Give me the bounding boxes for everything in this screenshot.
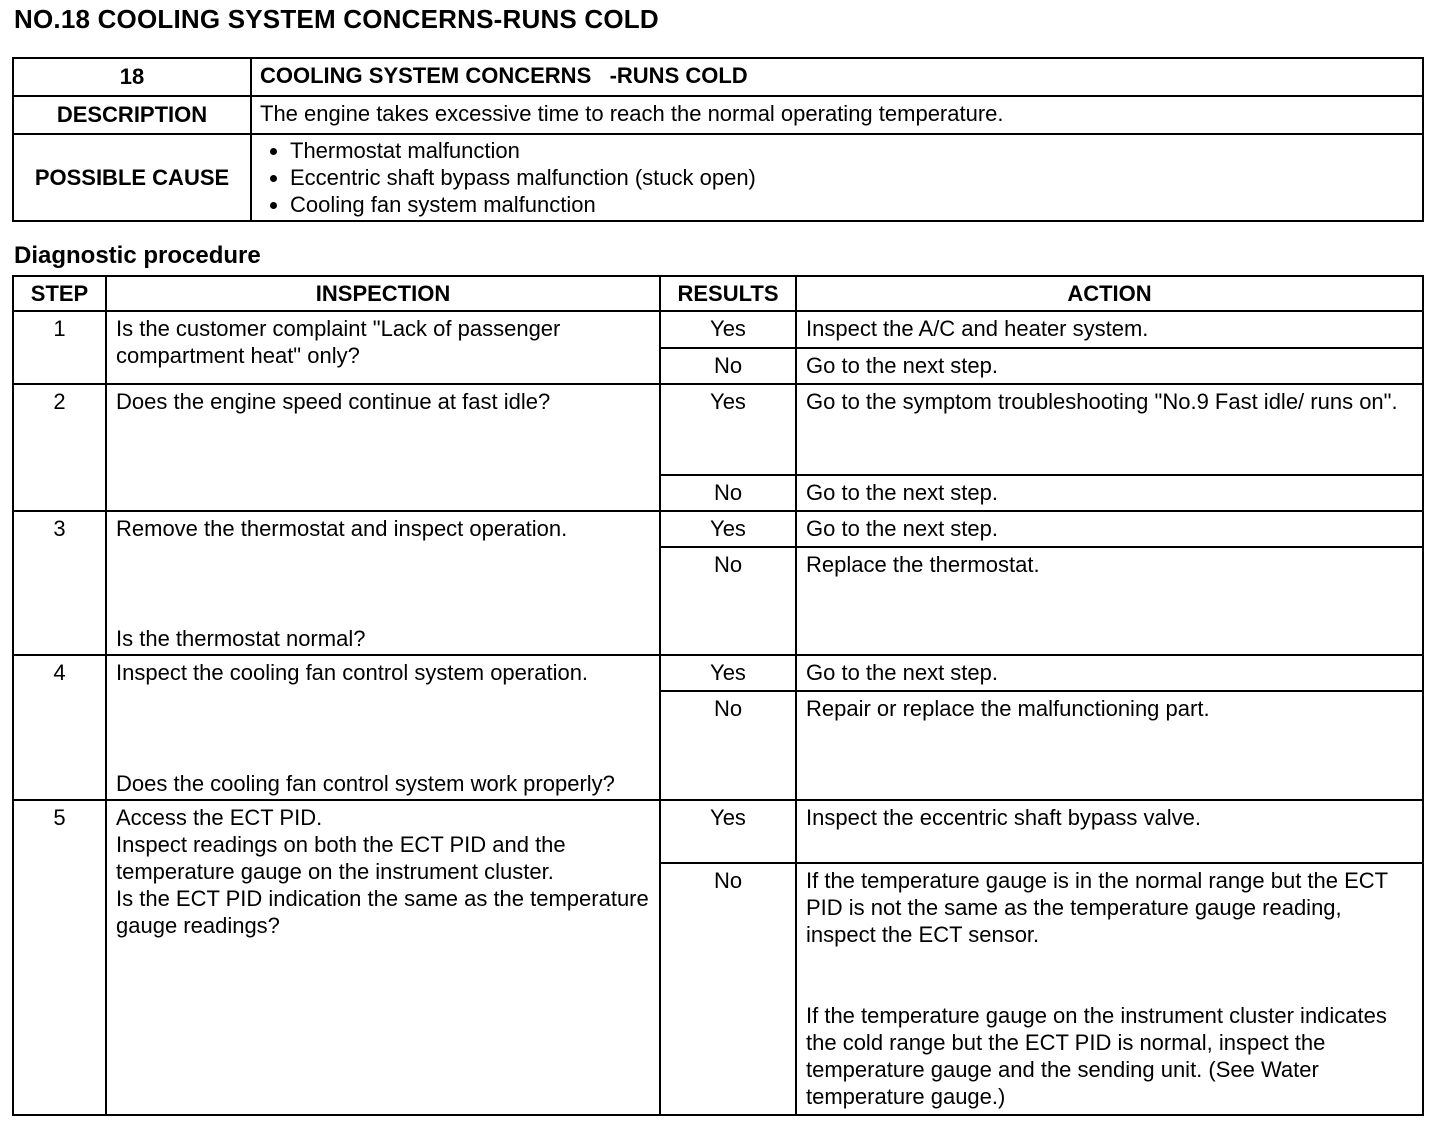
step-inspection: Is the customer complaint "Lack of passenger compartment heat" only? — [106, 311, 660, 384]
diagnostic-procedure-table — [12, 275, 1424, 1116]
action-no: Go to the next step. — [796, 475, 1423, 511]
step-inspection-cell — [106, 800, 660, 1115]
step-inspection: Does the engine speed continue at fast idle? — [106, 384, 660, 511]
action-yes: Go to the next step. — [796, 655, 1423, 691]
cause-item: • Cooling fan system malfunction — [290, 191, 1414, 218]
action-no: Go to the next step. — [796, 348, 1423, 384]
step-question: Is the thermostat normal? — [116, 626, 366, 651]
step-3-yes-row — [13, 511, 1423, 547]
step-question: Does the cooling fan control system work properly? — [116, 771, 615, 796]
symptom-heading: COOLING SYSTEM CONCERNS -RUNS COLD — [251, 58, 1423, 96]
step-number: 1 — [13, 311, 106, 384]
column-header-inspection: INSPECTION — [106, 276, 660, 311]
step-number: 3 — [13, 511, 106, 655]
description-row — [13, 96, 1423, 134]
cause-item: • Thermostat malfunction — [290, 137, 1414, 164]
result-yes: Yes — [660, 311, 796, 348]
symptom-summary-table — [12, 57, 1424, 222]
possible-cause-list — [260, 137, 1414, 218]
page-title: NO.18 COOLING SYSTEM CONCERNS-RUNS COLD — [14, 4, 659, 34]
step-inspection-cell — [106, 511, 660, 655]
result-no: No — [660, 863, 796, 1115]
step-inspection-line: Is the ECT PID indication the same as the temperature gauge readings? — [116, 886, 649, 938]
result-yes: Yes — [660, 511, 796, 547]
summary-header-row — [13, 58, 1423, 96]
column-header-step: STEP — [13, 276, 106, 311]
action-yes: Inspect the A/C and heater system. — [796, 311, 1423, 348]
cause-item: • Eccentric shaft bypass malfunction (stuck open) — [290, 164, 1414, 191]
step-inspection-cell — [106, 655, 660, 800]
description-text: The engine takes excessive time to reach the normal operating temperature. — [251, 96, 1423, 134]
action-yes: Go to the next step. — [796, 511, 1423, 547]
action-no-cell — [796, 863, 1423, 1115]
column-header-results: RESULTS — [660, 276, 796, 311]
step-inspection: Remove the thermostat and inspect operation. — [116, 516, 568, 541]
result-no: No — [660, 475, 796, 511]
step-inspection: Inspect the cooling fan control system operation. — [116, 660, 589, 685]
section-title: Diagnostic procedure — [14, 242, 261, 269]
action-no: Repair or replace the malfunctioning part. — [796, 691, 1423, 800]
procedure-header-row — [13, 276, 1423, 311]
symptom-number: 18 — [13, 58, 251, 96]
action-paragraph: If the temperature gauge is in the normal range but the ECT PID is not the same as the temperature gauge reading, inspect the ECT sensor. — [806, 868, 1388, 947]
step-number: 5 — [13, 800, 106, 1115]
possible-cause-cell — [251, 134, 1423, 221]
result-yes: Yes — [660, 384, 796, 475]
possible-cause-label: POSSIBLE CAUSE — [13, 134, 251, 221]
result-yes: Yes — [660, 800, 796, 863]
step-inspection-line: Inspect readings on both the ECT PID and the temperature gauge on the instrument cluster. — [116, 832, 566, 884]
step-2-yes-row — [13, 384, 1423, 475]
description-label: DESCRIPTION — [13, 96, 251, 134]
step-5-yes-row — [13, 800, 1423, 863]
result-yes: Yes — [660, 655, 796, 691]
step-4-yes-row — [13, 655, 1423, 691]
column-header-action: ACTION — [796, 276, 1423, 311]
step-1-yes-row — [13, 311, 1423, 348]
step-inspection-line: Access the ECT PID. — [116, 805, 323, 830]
action-yes: Inspect the eccentric shaft bypass valve. — [796, 800, 1423, 863]
step-number: 4 — [13, 655, 106, 800]
result-no: No — [660, 348, 796, 384]
possible-cause-row — [13, 134, 1423, 221]
action-yes: Go to the symptom troubleshooting "No.9 Fast idle/ runs on". — [796, 384, 1423, 475]
action-paragraph: If the temperature gauge on the instrument cluster indicates the cold range but the ECT PID is normal, inspect the temperature gauge and the sending unit. (See Water temperature gauge.) — [806, 1003, 1387, 1109]
action-no: Replace the thermostat. — [796, 547, 1423, 655]
result-no: No — [660, 547, 796, 655]
result-no: No — [660, 691, 796, 800]
step-number: 2 — [13, 384, 106, 511]
